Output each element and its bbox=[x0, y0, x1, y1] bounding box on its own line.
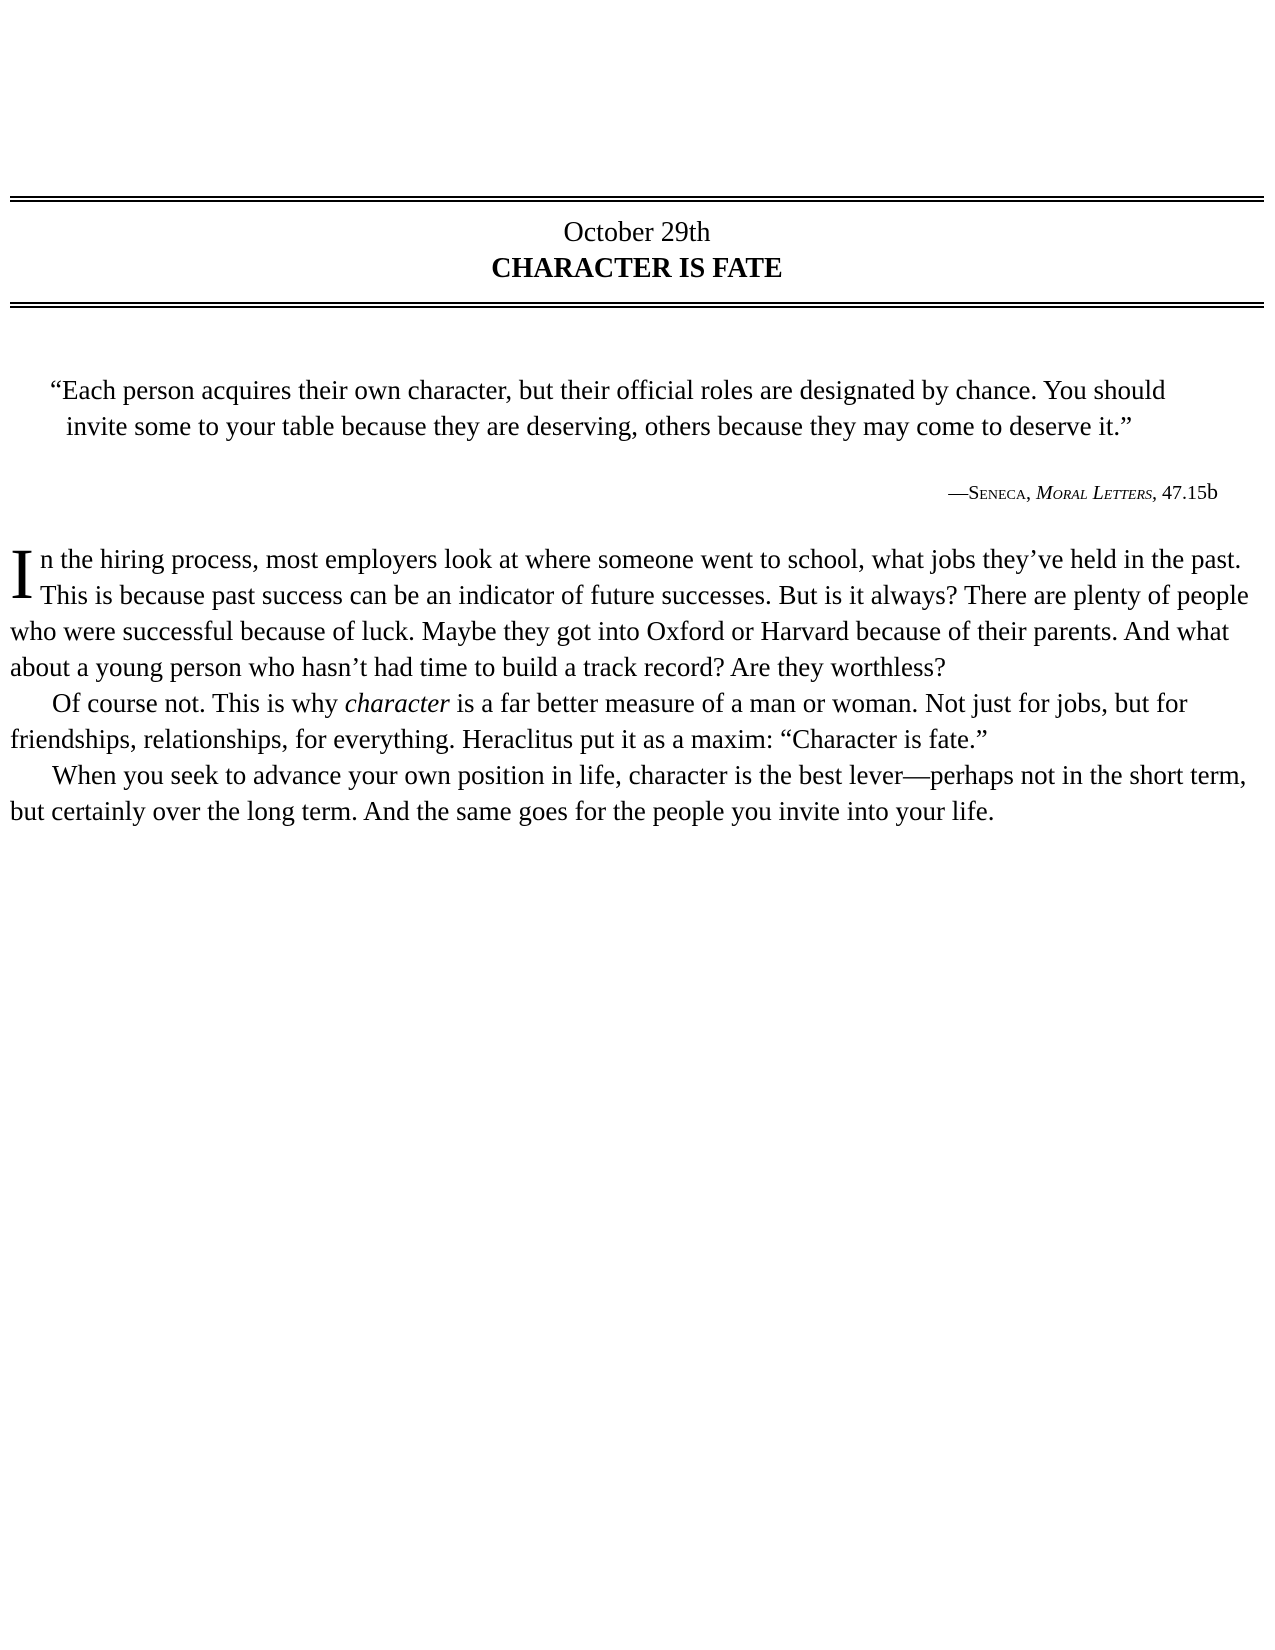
epigraph-attribution bbox=[948, 478, 1218, 507]
drop-cap: I bbox=[10, 534, 34, 614]
body-paragraph-1 bbox=[10, 534, 1264, 685]
body-paragraph-2-text-b: is a far better measure of a man or woman. Not just for jobs, but for friendships, relationships, for everything. Heraclitus put it as a maxim: “Character is fate.” bbox=[10, 688, 1188, 754]
attribution-work: Moral Letters, bbox=[1035, 482, 1157, 504]
body-paragraph-3: When you seek to advance your own position in life, character is the best lever—perhaps not in the short term, but certainly over the long term. And the same goes for the people you invite into your life. bbox=[10, 760, 1247, 826]
body-paragraph-1-text: n the hiring process, most employers look at where someone went to school, what jobs they’ve held in the past. This is because past success can be an indicator of future successes. But is it always? There are plenty of people who were successful because of luck. Maybe they got into Oxford or Harvard because of their parents. And what about a young person who hasn’t had time to build a track record? Are they worthless? bbox=[10, 544, 1249, 682]
entry-date: October 29th bbox=[563, 217, 711, 248]
body-paragraph-2-emphasis: character bbox=[344, 688, 450, 718]
entry-header bbox=[10, 215, 1264, 287]
attribution-reference: 47.15 bbox=[1162, 482, 1207, 504]
header-bottom-rule bbox=[10, 302, 1264, 308]
entry-body bbox=[10, 534, 1264, 829]
body-paragraph-2 bbox=[10, 685, 1264, 757]
attribution-tail: b bbox=[1207, 479, 1218, 504]
header-top-rule bbox=[10, 196, 1264, 202]
epigraph-quote: “Each person acquires their own character, but their official roles are designated by chance. You should invite some to your table because they are deserving, others because they may come to deserve it.” bbox=[50, 375, 1166, 441]
entry-title: CHARACTER IS FATE bbox=[491, 253, 783, 284]
attribution-author: —Seneca, bbox=[948, 482, 1031, 504]
epigraph bbox=[50, 372, 1200, 444]
body-paragraph-2-text-a: Of course not. This is why bbox=[52, 688, 345, 718]
